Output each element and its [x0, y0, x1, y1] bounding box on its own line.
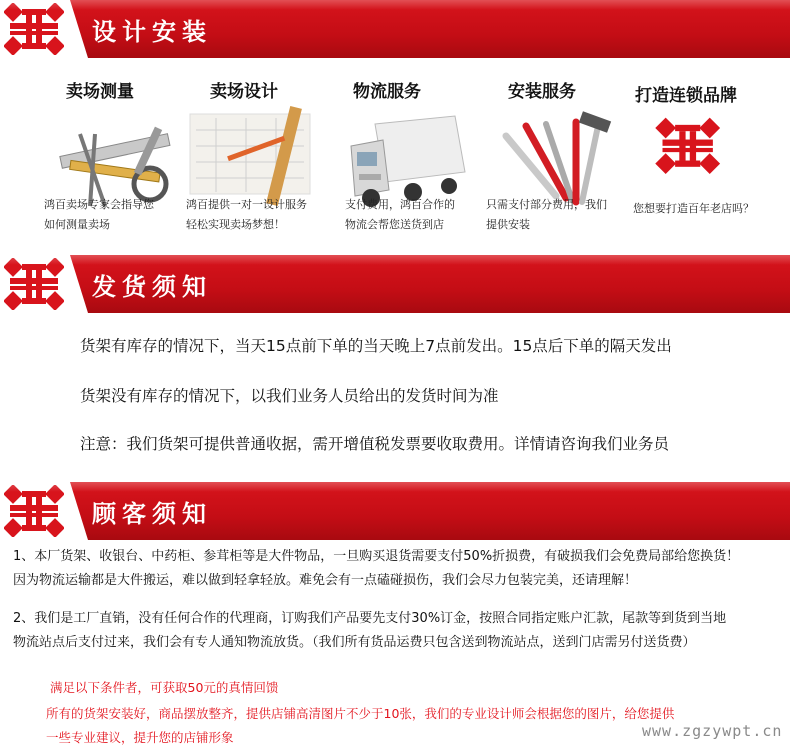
service-desc-line: 提供安装 — [486, 218, 530, 231]
promo-heading: 满足以下条件者，可获取50元的真情回馈 — [50, 680, 279, 695]
promo-line: 所有的货架安装好，商品摆放整齐，提供店铺高清图片不少于10张，我们的专业设计师会根据您的图片，给您提供 — [46, 706, 675, 721]
section-banner-customer — [0, 482, 790, 540]
service-title: 打造连锁品牌 — [635, 86, 737, 106]
brand-logo-icon — [4, 485, 64, 537]
service-desc-line: 如何测量卖场 — [44, 218, 110, 231]
section-banner-design — [0, 0, 790, 58]
service-desc-line: 物流会帮您送货到店 — [345, 218, 444, 231]
watermark-text: www.zgzywpt.cn — [642, 722, 783, 740]
section-banner-shipping — [0, 255, 790, 313]
section-title: 设计安装 — [92, 17, 212, 46]
service-title: 卖场测量 — [66, 82, 134, 102]
service-title: 安装服务 — [508, 82, 576, 102]
service-desc-line: 支付费用，鸿百合作的 — [345, 198, 455, 211]
customer-notice-1 — [13, 545, 739, 593]
service-desc-line: 您想要打造百年老店吗？ — [633, 202, 754, 215]
notice-line: 1、本厂货架、收银台、中药柜、参茸柜等是大件物品，一旦购买退货需要支付50%折损费，有破损我们会免费局部给您换货！ — [13, 549, 740, 564]
service-desc-line: 鸿百提供一对一设计服务 — [186, 198, 307, 211]
shipping-line: 货架没有库存的情况下，以我们业务人员给出的发货时间为准 — [80, 387, 499, 405]
service-desc-line: 轻松实现卖场梦想！ — [186, 218, 285, 231]
service-desc-line: 鸿百卖场专家会指导您 — [44, 198, 154, 211]
shipping-line: 货架有库存的情况下，当天15点前下单的当天晚上7点前发出。15点后下单的隔天发出 — [80, 337, 672, 355]
shipping-line: 注意：我们货架可提供普通收据，需开增值税发票要收取费用。详情请咨询我们业务员 — [80, 435, 670, 453]
section-title: 发货须知 — [92, 272, 212, 301]
customer-notice-2 — [13, 607, 726, 655]
brand-logo-icon — [4, 3, 64, 55]
service-title: 卖场设计 — [210, 82, 278, 102]
promo-line: 一些专业建议，提升您的店铺形象 — [46, 730, 234, 745]
section-title: 顾客须知 — [92, 499, 212, 528]
brand-logo-icon — [639, 112, 739, 192]
notice-line: 2、我们是工厂直销，没有任何合作的代理商，订购我们产品要先支付30%订金，按照合同指定账户汇款，尾款等到货到当地 — [13, 611, 727, 626]
notice-line: 物流站点后支付过来，我们会有专人通知物流放货。（我们所有货品运费只包含送到物流站点，送到门店需另付送货费） — [13, 635, 696, 650]
service-desc-line: 只需支付部分费用，我们 — [486, 198, 607, 211]
notice-line: 因为物流运输都是大件搬运，难以做到轻拿轻放。难免会有一点磕碰损伤，我们会尽力包装完美，还请理解！ — [13, 573, 638, 588]
service-title: 物流服务 — [353, 82, 421, 102]
brand-logo-icon — [4, 258, 64, 310]
